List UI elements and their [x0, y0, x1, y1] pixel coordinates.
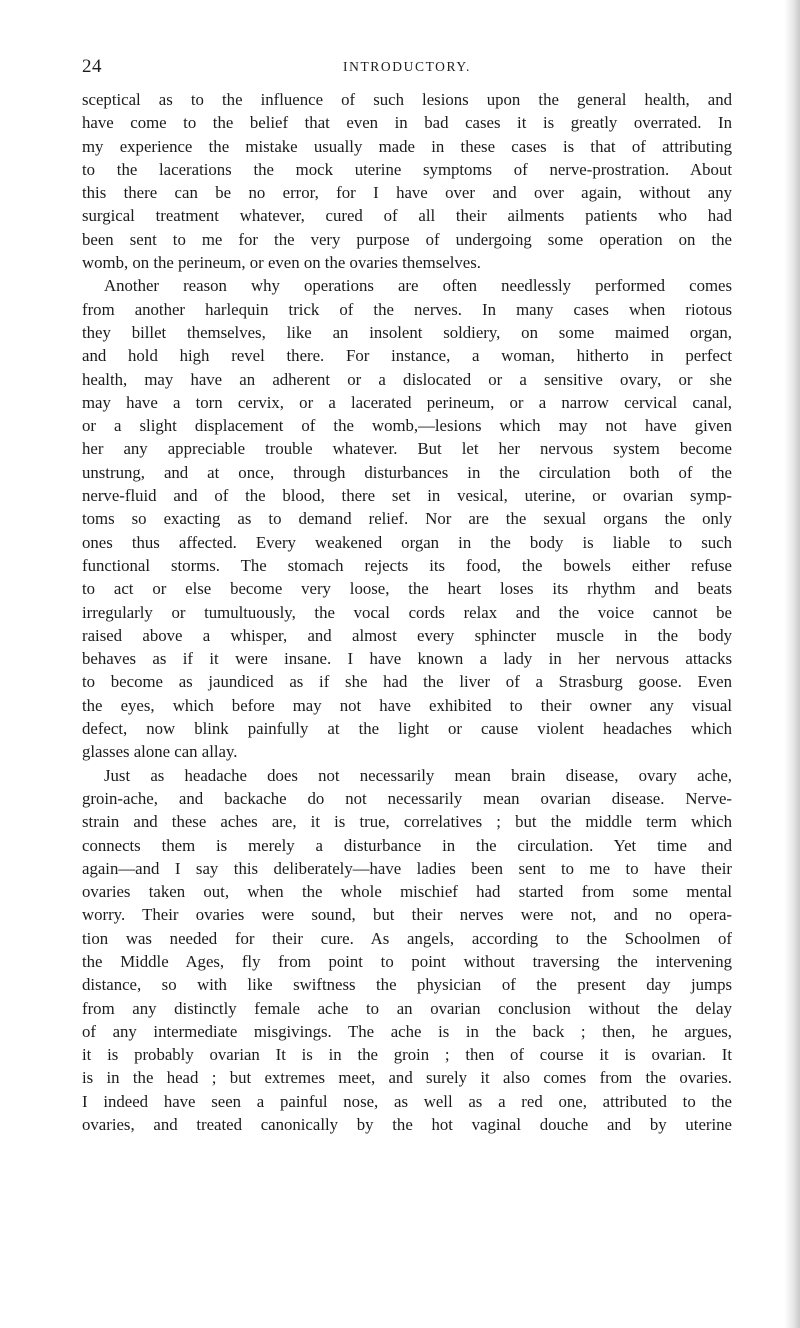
text-line: again—and I say this deliberately—have ladies been sent to me to have their	[82, 858, 732, 878]
text-line: unstrung, and at once, through disturbances in the circulation both of the	[82, 462, 732, 482]
text-line: health, may have an adherent or a dislocated or a sensitive ovary, or she	[82, 369, 732, 389]
text-line: behaves as if it were insane. I have known a lady in her nervous attacks	[82, 649, 732, 669]
text-line: is in the head ; but extremes meet, and surely it also comes from the ovaries.	[82, 1068, 732, 1088]
text-line: I indeed have seen a painful nose, as well as a red one, attributed to the	[82, 1091, 732, 1111]
text-line: and hold high revel there. For instance, a woman, hitherto in perfect	[82, 346, 732, 366]
text-line: tion was needed for their cure. As angels, according to the Schoolmen of	[82, 928, 732, 948]
text-line: ones thus affected. Every weakened organ in the body is liable to such	[82, 532, 732, 552]
text-line: from another harlequin trick of the nerves. In many cases when riotous	[82, 299, 732, 319]
text-line: the eyes, which before may not have exhibited to their owner any visual	[82, 695, 732, 715]
text-line: it is probably ovarian It is in the groin ; then of course it is ovarian. It	[82, 1045, 732, 1065]
text-line: have come to the belief that even in bad cases it is greatly overrated. In	[82, 113, 732, 133]
text-line: groin-ache, and backache do not necessarily mean ovarian disease. Nerve-	[82, 788, 732, 808]
text-line: worry. Their ovaries were sound, but their nerves were not, and no opera-	[82, 905, 732, 925]
text-line: raised above a whisper, and almost every sphincter muscle in the body	[82, 625, 732, 645]
text-line: ovaries taken out, when the whole mischief had started from some mental	[82, 882, 732, 902]
text-line: her any appreciable trouble whatever. But let her nervous system become	[82, 439, 732, 459]
text-line: of any intermediate misgivings. The ache is in the back ; then, he argues,	[82, 1021, 732, 1041]
page-number: 24	[82, 56, 102, 77]
text-line: they billet themselves, like an insolent soldiery, on some maimed organ,	[82, 322, 732, 342]
text-line: surgical treatment whatever, cured of all their ailments patients who had	[82, 206, 732, 226]
text-line: womb, on the perineum, or even on the ovaries themselves.	[82, 253, 481, 273]
text-line: nerve-fluid and of the blood, there set in vesical, uterine, or ovarian symp-	[82, 486, 732, 506]
text-line: glasses alone can allay.	[82, 742, 238, 762]
text-line: from any distinctly female ache to an ovarian conclusion without the delay	[82, 998, 732, 1018]
text-line: strain and these aches are, it is true, correlatives ; but the middle term which	[82, 812, 732, 832]
text-line: defect, now blink painfully at the light or cause violent headaches which	[82, 719, 732, 739]
text-line: distance, so with like swiftness the physician of the present day jumps	[82, 975, 732, 995]
text-line: to act or else become very loose, the heart loses its rhythm and beats	[82, 579, 732, 599]
text-line: Just as headache does not necessarily mean brain disease, ovary ache,	[104, 765, 732, 785]
text-line: been sent to me for the very purpose of undergoing some operation on the	[82, 229, 732, 249]
text-line: the Middle Ages, fly from point to point without traversing the intervening	[82, 951, 732, 971]
text-line: my experience the mistake usually made in these cases is that of attributing	[82, 136, 732, 156]
page-header	[82, 56, 732, 80]
body-text	[82, 88, 732, 1136]
text-line: or a slight displacement of the womb,—lesions which may not have given	[82, 416, 732, 436]
text-line: to become as jaundiced as if she had the liver of a Strasburg goose. Even	[82, 672, 732, 692]
page-edge-shadow	[784, 0, 800, 1328]
text-line: may have a torn cervix, or a lacerated perineum, or a narrow cervical canal,	[82, 392, 732, 412]
running-head: INTRODUCTORY.	[343, 59, 471, 74]
text-line: Another reason why operations are often needlessly performed comes	[104, 276, 732, 296]
text-line: toms so exacting as to demand relief. Nor are the sexual organs the only	[82, 509, 732, 529]
text-line: this there can be no error, for I have over and over again, without any	[82, 183, 732, 203]
text-line: ovaries, and treated canonically by the hot vaginal douche and by uterine	[82, 1115, 732, 1135]
text-line: to the lacerations the mock uterine symptoms of nerve-prostration. About	[82, 159, 732, 179]
text-line: functional storms. The stomach rejects its food, the bowels either refuse	[82, 555, 732, 575]
text-line: connects them is merely a disturbance in the circulation. Yet time and	[82, 835, 732, 855]
text-line: irregularly or tumultuously, the vocal cords relax and the voice cannot be	[82, 602, 732, 622]
text-line: sceptical as to the influence of such lesions upon the general health, and	[82, 90, 732, 109]
